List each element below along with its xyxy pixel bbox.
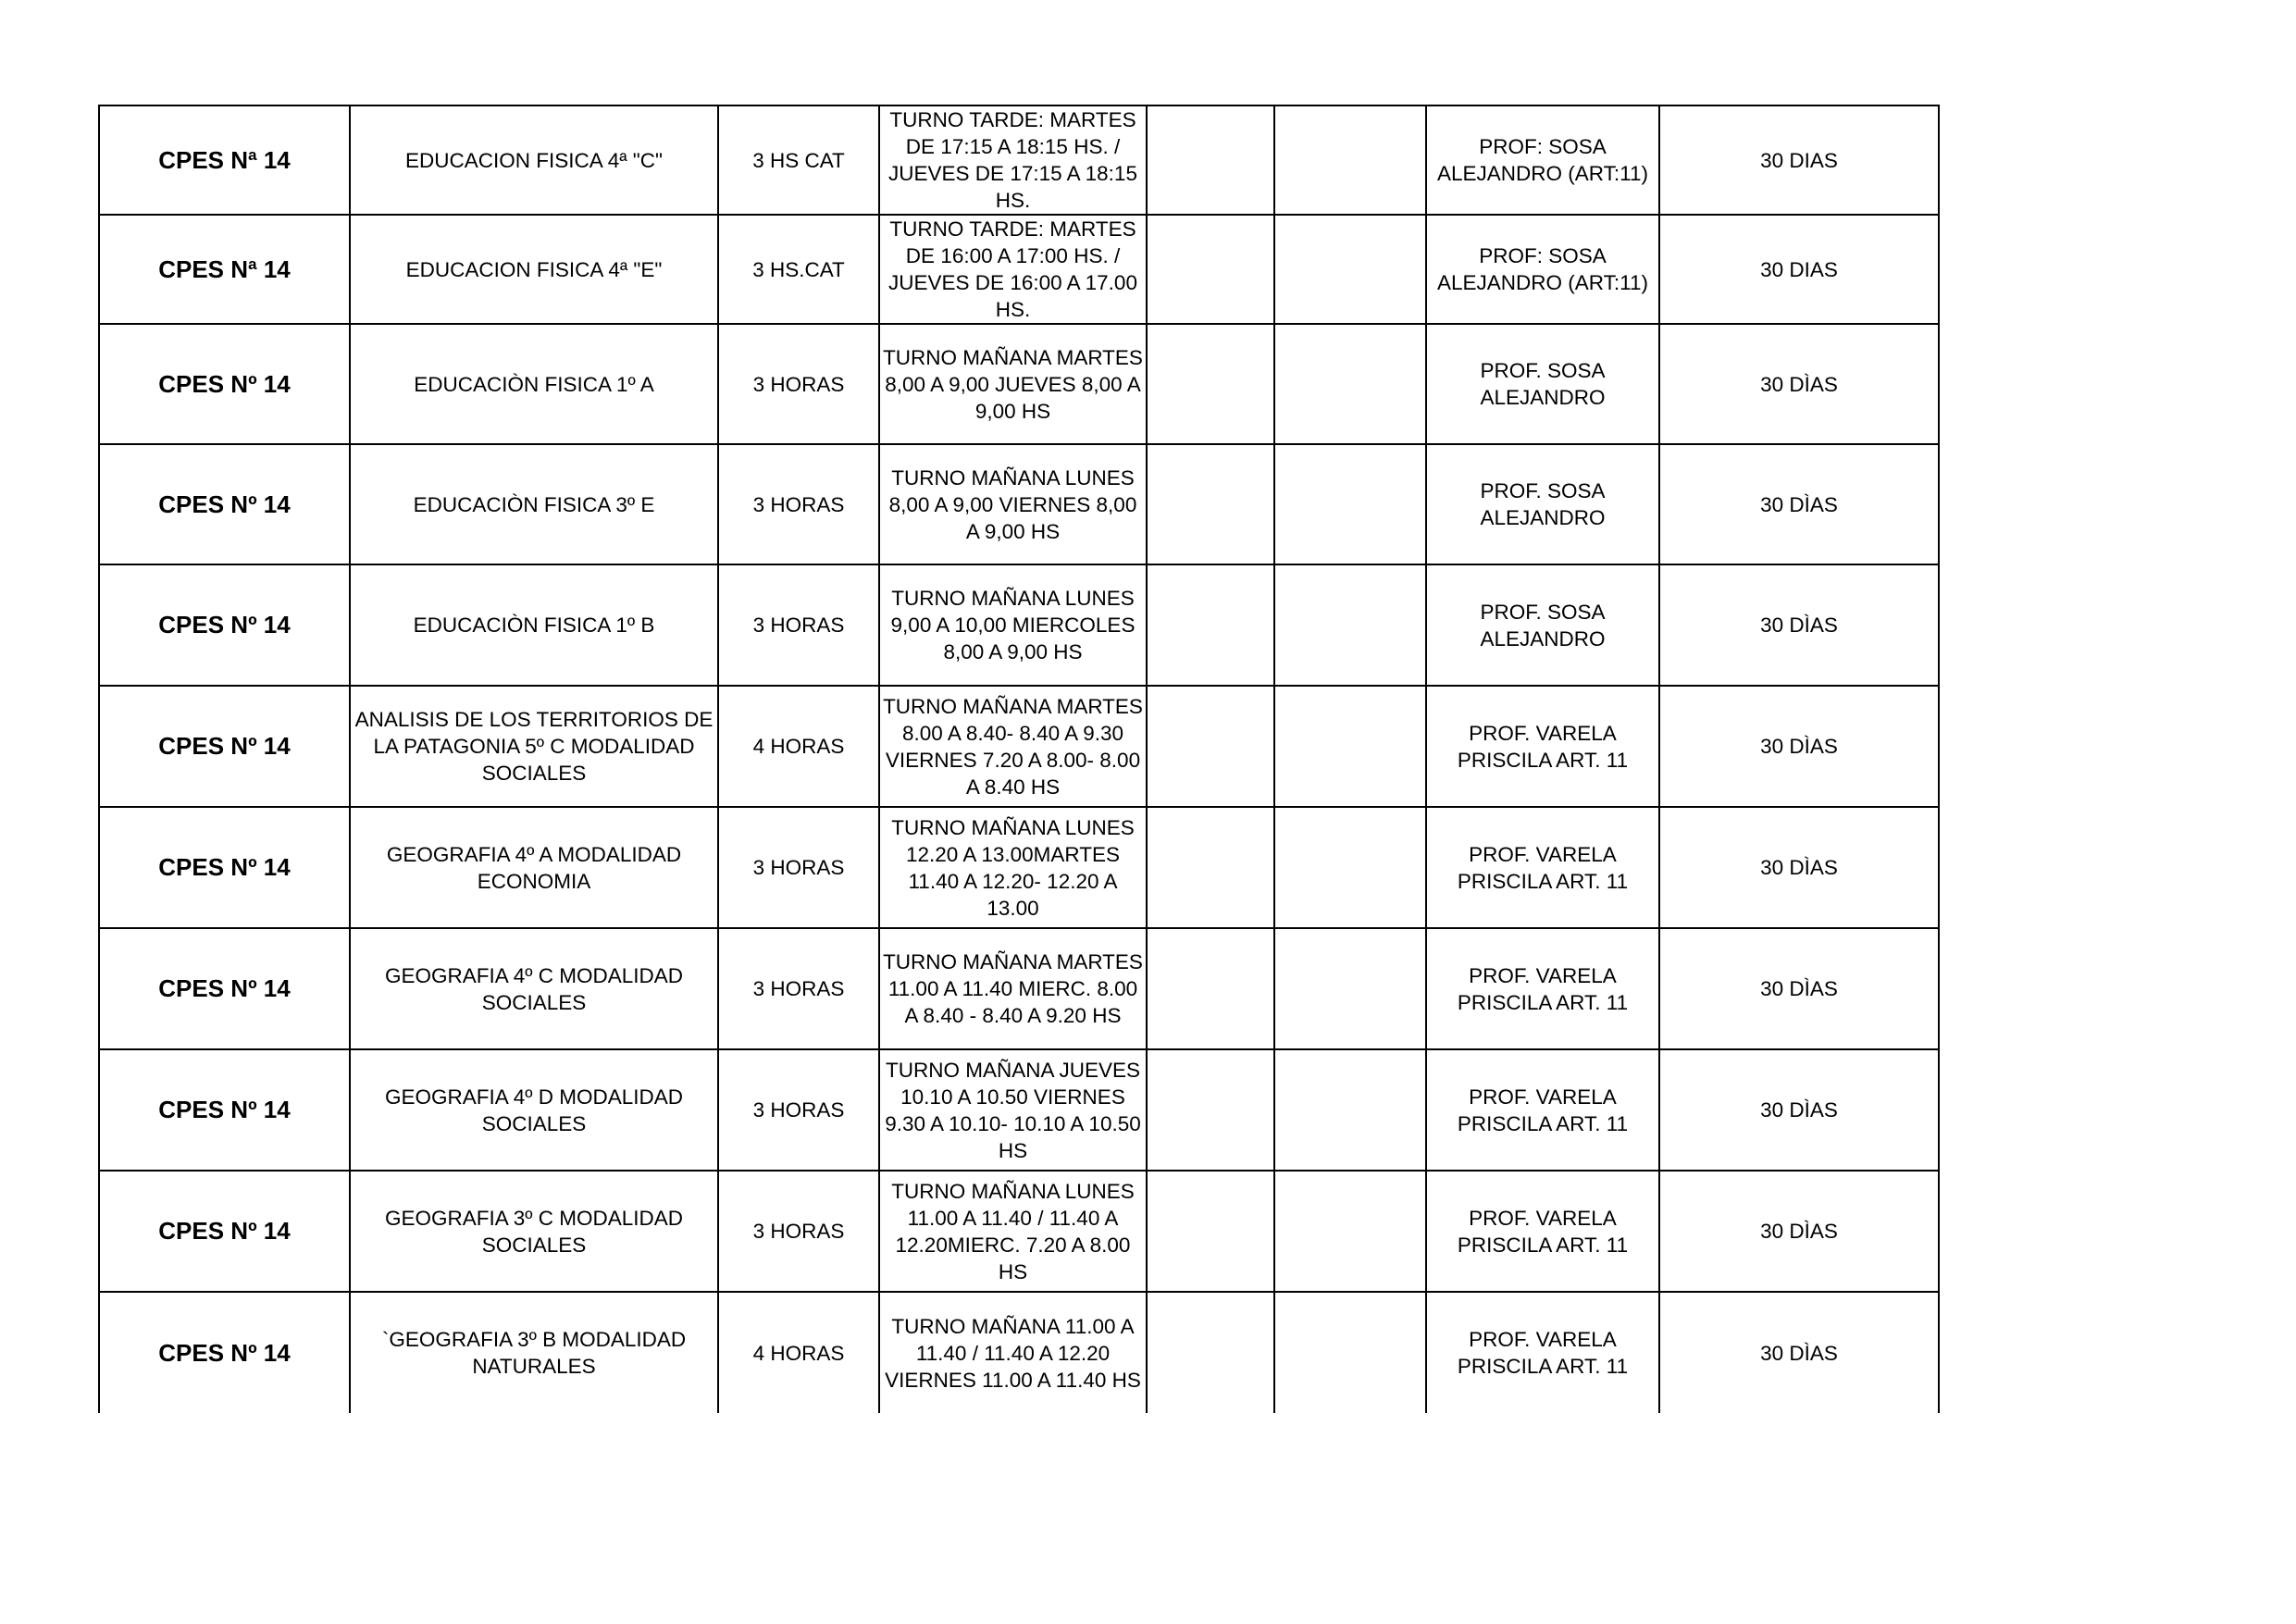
empty-cell [1147, 444, 1274, 564]
subject-cell-text: EDUCACIÒN FISICA 3º E [413, 492, 655, 516]
hours-cell [718, 564, 879, 686]
table-row [99, 1049, 1939, 1171]
schedule-cell-text: TURNO MAÑANA MARTES 8.00 A 8.40- 8.40 A 9.30 VIERNES 7.20 A 8.00- 8.00 A 8.40 HS [883, 694, 1143, 799]
schedule-cell-text: TURNO MAÑANA MARTES 8,00 A 9,00 JUEVES 8,00 A 9,00 HS [883, 345, 1143, 423]
hours-cell-text: 3 HS.CAT [752, 257, 845, 281]
table-row [99, 215, 1939, 324]
duration-cell [1659, 444, 1939, 564]
empty-cell [1147, 928, 1274, 1049]
empty-cell [1147, 686, 1274, 807]
subject-cell [350, 1292, 718, 1413]
table-body [99, 105, 1939, 1413]
empty-cell [1147, 1292, 1274, 1413]
schedule-cell-text: TURNO MAÑANA MARTES 11.00 A 11.40 MIERC. 8.00 A 8.40 - 8.40 A 9.20 HS [883, 950, 1143, 1027]
school-cell-text: CPES Nº 14 [158, 1096, 291, 1123]
schedule-cell-text: TURNO MAÑANA JUEVES 10.10 A 10.50 VIERNES 9.30 A 10.10- 10.10 A 10.50 HS [885, 1058, 1141, 1162]
duration-cell [1659, 686, 1939, 807]
schedule-cell [879, 1049, 1147, 1171]
table-row [99, 444, 1939, 564]
hours-cell [718, 105, 879, 215]
teacher-cell-text: PROF. VARELA PRISCILA ART. 11 [1457, 1328, 1629, 1378]
duration-cell-text: 30 DÌAS [1760, 735, 1838, 758]
duration-cell [1659, 1049, 1939, 1171]
hours-cell-text: 3 HORAS [752, 372, 845, 396]
schedule-cell [879, 928, 1147, 1049]
hours-cell-text: 3 HS CAT [752, 148, 845, 172]
school-cell [99, 564, 350, 686]
empty-cell [1147, 1171, 1274, 1292]
duration-cell-text: 30 DÌAS [1760, 614, 1838, 637]
subject-cell-text: EDUCACIÒN FISICA 1º A [414, 372, 654, 396]
subject-cell [350, 807, 718, 928]
duration-cell [1659, 105, 1939, 215]
empty-cell [1147, 564, 1274, 686]
table-row [99, 1171, 1939, 1292]
schedule-cell [879, 686, 1147, 807]
schedule-cell [879, 105, 1147, 215]
teacher-cell [1426, 324, 1659, 444]
duration-cell-text: 30 DIAS [1760, 148, 1838, 172]
school-cell [99, 1171, 350, 1292]
school-cell [99, 1049, 350, 1171]
school-cell-text: CPES Nº 14 [158, 369, 291, 398]
hours-cell [718, 444, 879, 564]
subject-cell-text: `GEOGRAFIA 3º B MODALIDAD NATURALES [381, 1328, 687, 1378]
teacher-cell [1426, 807, 1659, 928]
schedule-cell [879, 444, 1147, 564]
subject-cell [350, 215, 718, 324]
teacher-cell [1426, 105, 1659, 215]
schedule-cell-text: TURNO TARDE: MARTES DE 16:00 A 17:00 HS. / JUEVES DE 16:00 A 17.00 HS. [888, 217, 1137, 321]
empty-cell [1274, 105, 1426, 215]
hours-cell-text: 4 HORAS [752, 735, 845, 758]
duration-cell-text: 30 DÌAS [1760, 977, 1838, 1000]
duration-cell-text: 30 DÌAS [1760, 856, 1838, 879]
subject-cell-text: GEOGRAFIA 4º C MODALIDAD SOCIALES [384, 963, 684, 1014]
subject-cell-text: EDUCACION FISICA 4ª "C" [404, 148, 664, 172]
table-row [99, 105, 1939, 215]
hours-cell-text: 3 HORAS [752, 1098, 845, 1122]
empty-cell [1274, 215, 1426, 324]
teacher-cell [1426, 1171, 1659, 1292]
schedule-cell [879, 324, 1147, 444]
table-row [99, 1292, 1939, 1413]
duration-cell-text: 30 DIAS [1760, 257, 1838, 281]
table-row [99, 324, 1939, 444]
school-cell-text: CPES Nª 14 [158, 145, 291, 174]
subject-cell-text: EDUCACION FISICA 4ª "E" [405, 257, 663, 281]
school-cell [99, 807, 350, 928]
hours-cell [718, 215, 879, 324]
school-cell-text: CPES Nº 14 [158, 974, 291, 1002]
teacher-cell [1426, 686, 1659, 807]
hours-cell-text: 4 HORAS [752, 1341, 845, 1365]
teacher-cell-text: PROF. VARELA PRISCILA ART. 11 [1457, 963, 1629, 1014]
schedule-cell-text: TURNO MAÑANA LUNES 8,00 A 9,00 VIERNES 8,00 A 9,00 HS [888, 465, 1137, 543]
duration-cell-text: 30 DÌAS [1760, 1098, 1838, 1122]
schedule-cell [879, 1171, 1147, 1292]
teacher-cell [1426, 1049, 1659, 1171]
duration-cell [1659, 324, 1939, 444]
hours-cell-text: 3 HORAS [752, 977, 845, 1000]
hours-cell-text: 3 HORAS [752, 1220, 845, 1243]
subject-cell [350, 686, 718, 807]
school-cell-text: CPES Nº 14 [158, 490, 291, 518]
table-row [99, 928, 1939, 1049]
schedule-cell [879, 1292, 1147, 1413]
hours-cell-text: 3 HORAS [752, 492, 845, 516]
teacher-cell-text: PROF. SOSA ALEJANDRO [1480, 600, 1606, 651]
schedule-cell-text: TURNO MAÑANA LUNES 11.00 A 11.40 / 11.40 A 12.20MIERC. 7.20 A 8.00 HS [891, 1179, 1135, 1283]
duration-cell-text: 30 DÌAS [1760, 372, 1838, 396]
duration-cell-text: 30 DÌAS [1760, 1341, 1838, 1365]
teacher-cell [1426, 215, 1659, 324]
teacher-cell [1426, 564, 1659, 686]
empty-cell [1274, 928, 1426, 1049]
school-cell [99, 686, 350, 807]
hours-cell [718, 928, 879, 1049]
teacher-cell-text: PROF. VARELA PRISCILA ART. 11 [1457, 1085, 1629, 1135]
teacher-cell-text: PROF. VARELA PRISCILA ART. 11 [1457, 1206, 1629, 1257]
schedule-cell [879, 215, 1147, 324]
teacher-cell [1426, 928, 1659, 1049]
teacher-cell [1426, 1292, 1659, 1413]
hours-cell [718, 807, 879, 928]
duration-cell-text: 30 DÌAS [1760, 492, 1838, 516]
hours-cell [718, 686, 879, 807]
schedule-cell-text: TURNO MAÑANA LUNES 12.20 A 13.00MARTES 11.40 A 12.20- 12.20 A 13.00 [891, 815, 1135, 920]
empty-cell [1274, 324, 1426, 444]
table-row [99, 807, 1939, 928]
duration-cell-text: 30 DÌAS [1760, 1220, 1838, 1243]
school-cell-text: CPES Nº 14 [158, 853, 291, 881]
school-cell-text: CPES Nº 14 [158, 1217, 291, 1245]
duration-cell [1659, 807, 1939, 928]
hours-cell [718, 324, 879, 444]
schedule-cell [879, 807, 1147, 928]
empty-cell [1147, 324, 1274, 444]
schedule-cell-text: TURNO TARDE: MARTES DE 17:15 A 18:15 HS. / JUEVES DE 17:15 A 18:15 HS. [888, 108, 1137, 212]
school-cell [99, 444, 350, 564]
school-cell-text: CPES Nª 14 [158, 254, 291, 283]
teacher-cell-text: PROF. VARELA PRISCILA ART. 11 [1457, 721, 1629, 772]
school-cell-text: CPES Nº 14 [158, 611, 291, 638]
teacher-cell-text: PROF. VARELA PRISCILA ART. 11 [1457, 842, 1629, 893]
duration-cell [1659, 1292, 1939, 1413]
subject-cell-text: EDUCACIÒN FISICA 1º B [413, 614, 655, 637]
empty-cell [1274, 1171, 1426, 1292]
subject-cell-text: GEOGRAFIA 4º D MODALIDAD SOCIALES [384, 1085, 684, 1135]
teacher-cell-text: PROF. SOSA ALEJANDRO [1480, 479, 1606, 529]
hours-cell [718, 1171, 879, 1292]
subject-cell [350, 928, 718, 1049]
empty-cell [1274, 1292, 1426, 1413]
school-cell [99, 928, 350, 1049]
empty-cell [1147, 807, 1274, 928]
school-cell-text: CPES Nº 14 [158, 732, 291, 760]
hours-cell [718, 1049, 879, 1171]
teacher-cell [1426, 444, 1659, 564]
hours-cell-text: 3 HORAS [752, 614, 845, 637]
hours-cell-text: 3 HORAS [752, 856, 845, 879]
teacher-cell-text: PROF: SOSA ALEJANDRO (ART:11) [1437, 244, 1648, 294]
empty-cell [1274, 564, 1426, 686]
empty-cell [1274, 686, 1426, 807]
duration-cell [1659, 928, 1939, 1049]
subject-cell [350, 564, 718, 686]
schedule-cell-text: TURNO MAÑANA LUNES 9,00 A 10,00 MIERCOLES 8,00 A 9,00 HS [890, 587, 1136, 663]
school-cell-text: CPES Nº 14 [158, 1338, 291, 1367]
teacher-cell-text: PROF. SOSA ALEJANDRO [1480, 359, 1606, 409]
school-cell [99, 105, 350, 215]
subject-cell [350, 444, 718, 564]
subject-cell-text: GEOGRAFIA 4º A MODALIDAD ECONOMIA [386, 842, 682, 893]
schedule-cell [879, 564, 1147, 686]
school-cell [99, 215, 350, 324]
hours-cell [718, 1292, 879, 1413]
subject-cell [350, 105, 718, 215]
empty-cell [1274, 444, 1426, 564]
subject-cell-text: GEOGRAFIA 3º C MODALIDAD SOCIALES [384, 1206, 684, 1257]
duration-cell [1659, 1171, 1939, 1292]
teacher-cell-text: PROF: SOSA ALEJANDRO (ART:11) [1437, 135, 1648, 185]
empty-cell [1274, 807, 1426, 928]
empty-cell [1147, 215, 1274, 324]
schedule-cell-text: TURNO MAÑANA 11.00 A 11.40 / 11.40 A 12.20 VIERNES 11.00 A 11.40 HS [885, 1314, 1141, 1392]
subject-cell [350, 324, 718, 444]
subject-cell [350, 1049, 718, 1171]
school-cell [99, 1292, 350, 1413]
subject-cell-text: ANALISIS DE LOS TERRITORIOS DE LA PATAGONIA 5º C MODALIDAD SOCIALES [354, 708, 714, 785]
school-cell [99, 324, 350, 444]
vacancy-table [98, 105, 1940, 1413]
empty-cell [1147, 105, 1274, 215]
table-row [99, 564, 1939, 686]
empty-cell [1274, 1049, 1426, 1171]
duration-cell [1659, 564, 1939, 686]
empty-cell [1147, 1049, 1274, 1171]
duration-cell [1659, 215, 1939, 324]
table-row [99, 686, 1939, 807]
subject-cell [350, 1171, 718, 1292]
